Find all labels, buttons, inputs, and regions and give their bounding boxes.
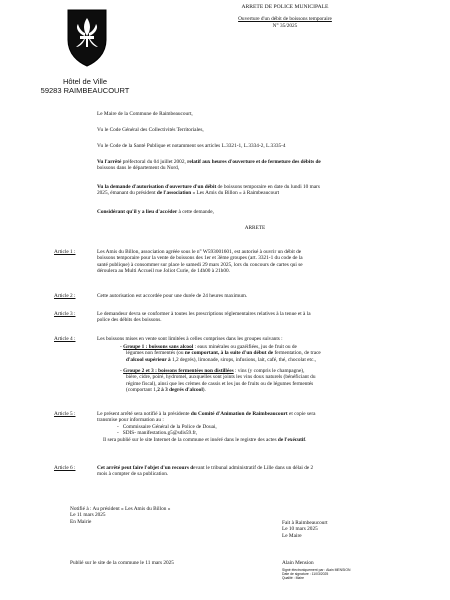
- article-5-text: [97, 411, 419, 443]
- coat-of-arms-icon: [64, 6, 110, 68]
- article-1-label: Article 1 :: [54, 249, 76, 255]
- article-3-text: [97, 311, 419, 324]
- article-5-text-4: Il sera publié sur le site Internet de la commune et inséré dans le registre des actes: [103, 436, 278, 443]
- group-2-text-2: bière, cidre, poiré, hydromel, auxquelles sont joints les vins doux naturels (bénéficiant du: [126, 374, 316, 381]
- fait-date: Le 10 mars 2025: [282, 526, 318, 533]
- preamble-mayor: Le Maire de la Commune de Raimbeaucourt,: [97, 111, 193, 117]
- article-6-label: Article 6 :: [54, 465, 76, 471]
- article-5-text-3: transmise pour information au :: [97, 417, 164, 424]
- article-1-line: santé publique) à consommer sur place le samedi 29 mars 2025, lors du concours de cartes qui se: [97, 261, 303, 268]
- bullet: -: [117, 430, 123, 437]
- considerant-text: à cette demande,: [177, 209, 214, 215]
- notify-place: En Mairie: [70, 518, 92, 525]
- vu-demande-text-2: 2025, émanant du président: [97, 190, 157, 197]
- recipient-sdis[interactable]: SDIS- manifestation.g5@sdis59.fr,: [122, 430, 198, 437]
- signer-name: Alain Mension: [282, 560, 314, 566]
- document-number: N° 35/2025: [272, 23, 298, 29]
- bullet: -: [117, 423, 123, 430]
- signature-block: [282, 520, 328, 539]
- signature-date: Date de signature : 11/03/2025: [282, 572, 329, 577]
- vu-demande-text-3: « Les Amis du Billon » à Raimbeaucourt: [191, 190, 280, 197]
- arrete-heading: ARRETE: [244, 225, 266, 231]
- article-1-text: [97, 249, 419, 275]
- article-6-text: [97, 465, 419, 478]
- article-1-line: déroulera au Multi Accueil rue Joliot Curie, de 14h00 à 21h00.: [97, 268, 230, 275]
- group-2-text-4: (comportant 1,: [126, 387, 158, 394]
- vu-demande-text: de boissons temporaire en date du lundi 10 mars: [216, 184, 320, 190]
- preamble-csp: Vu le Code de la Santé Publique et notamment ses articles L.3321-1, L.3334-2, L.3335-4: [97, 143, 286, 149]
- vu-arrete-text: préfectoral du 04 juillet 2002,: [121, 159, 188, 165]
- vu-demande: [97, 184, 419, 197]
- article-5-text-2: et copie sera: [287, 411, 316, 417]
- article-4-label: Article 4 :: [54, 336, 76, 342]
- article-5-text-1: Le présent arrêté sera notifié à la présidente: [97, 411, 191, 417]
- electronic-signature: [282, 568, 350, 581]
- article-5-text-5: .: [305, 436, 307, 443]
- article-4-group-2: [120, 368, 420, 394]
- article-3-line: police des débits des boissons.: [97, 317, 162, 324]
- considerant-lead: Considérant qu'il y a lieu d'accéder: [97, 209, 178, 215]
- document-subtitle: Ouverture d'un débit de boissons temporaire: [238, 16, 332, 22]
- group-2-text-5: ).: [202, 387, 206, 394]
- group-2-text-3: régime fiscal), ainsi que les crèmes de cassis et les jus de fruits ou de légumes fermentés: [126, 380, 314, 387]
- vu-arrete-text-2: boissons dans le département du Nord,: [97, 165, 180, 172]
- logo-line-1: Hôtel de Ville: [62, 77, 108, 86]
- notification: [70, 506, 170, 525]
- group-1-text-4: 1,2 degrés), limonade, sirops, infusions, lait, café, thé, chocolat etc.,: [170, 356, 316, 363]
- article-3-line: Le demandeur devra se conformer à toutes les prescriptions réglementaires relatives à la tenue et à la: [97, 311, 311, 317]
- article-5-bold-2: de l'exécutif: [277, 436, 306, 443]
- signature-role: Qualité : Maire: [282, 576, 305, 581]
- vu-arrete-bold: relatif aux heures d'ouverture et de fermeture des débits de: [187, 159, 321, 165]
- article-4-intro: Les boissons mises en vente sont limitées à celles comprises dans les groupes suivants :: [97, 336, 283, 342]
- document-title: ARRETE DE POLICE MUNICIPALE: [241, 4, 329, 10]
- bullet: -: [120, 368, 124, 374]
- article-1-line: boissons temporaire pour la vente de boissons des 1er et 3ème groupes (art. 3321-1 du code de la: [97, 255, 303, 262]
- group-1-heading: Groupe 1 : boissons sans alcool: [123, 344, 194, 350]
- fait-a: Fait à Raimbeaucourt: [282, 520, 328, 526]
- recipient-police: Commissaire Général de la Police de Douai,: [122, 423, 217, 430]
- city-logo: [64, 6, 110, 68]
- article-4-group-1: [120, 344, 420, 363]
- article-2-label: Article 2 :: [54, 293, 76, 299]
- group-1-text-3: fermentation, de trace: [273, 350, 321, 357]
- group-1-bold-2: d'alcool supérieur à: [126, 356, 171, 363]
- bullet: -: [120, 344, 124, 350]
- group-1-text: : eaux minérales ou gazéifiées, jus de fruit ou de: [193, 344, 297, 350]
- group-1-bold: ne comportant, à la suite d'un début de: [184, 350, 274, 357]
- group-1-text-2: légumes non fermentés (ou: [126, 350, 185, 357]
- vu-demande-bold: de l'association: [156, 190, 192, 197]
- considerant: [97, 209, 214, 215]
- signature-by: Signé électroniquement par : Alain MENSION: [282, 568, 351, 572]
- preamble-cgct: Vu le Code Général des Collectivités Territoriales,: [97, 127, 204, 133]
- publication-line: Publié sur le site de la commune le 11 mars 2025: [70, 560, 174, 566]
- notify-date: Le 11 mars 2025: [70, 512, 106, 519]
- article-6-text-2: mois à compter de sa publication.: [97, 471, 169, 478]
- article-6-text-1: evant le tribunal administratif de Lille dans un délai de 2: [193, 465, 314, 471]
- article-5-bold: du Comité d'Animation de Raimbeaucourt: [190, 411, 288, 417]
- group-2-bold: 2 à 3 degrés d'alcool: [157, 387, 203, 394]
- group-2-text: : vins (y compris le champagne),: [233, 368, 305, 374]
- article-2-text: Cette autorisation est accordée pour une durée de 24 heures maximum.: [97, 293, 248, 299]
- logo-line-2: 59283 RAIMBEAUCOURT: [40, 86, 130, 95]
- article-5-label: Article 5 :: [54, 411, 76, 417]
- vu-arrete-lead: Vu l'arrêté: [97, 159, 122, 165]
- notify-line: Notifié à : Au président « Les Amis du Billon »: [70, 506, 171, 512]
- vu-demande-lead: Vu la demande d'autorisation d'ouverture d'un débit: [97, 184, 217, 190]
- article-3-label: Article 3 :: [54, 311, 76, 317]
- fait-role: Le Maire: [282, 532, 302, 539]
- vu-arrete: [97, 159, 419, 172]
- article-1-line: Les Amis du Billon, association agréée sous le n° W593001601, est autorisé à ouvrir un débit de: [97, 249, 302, 255]
- group-2-heading: Groupe 2 et 3 : boissons fermentées non distillées: [123, 368, 234, 374]
- article-6-bold: Cet arrêté peut faire l'objet d'un recours d: [97, 465, 194, 471]
